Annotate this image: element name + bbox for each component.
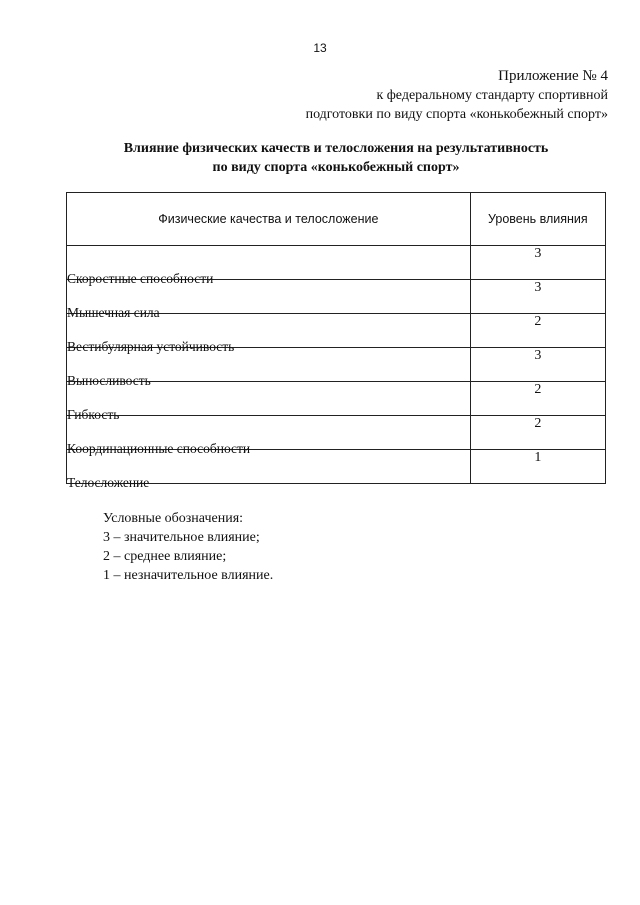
level-cell: 3 [470,246,605,280]
quality-cell [67,246,471,286]
quality-label: Вестибулярная устойчивость [67,339,235,354]
table-row [67,416,606,450]
quality-label: Скоростные способности [67,271,214,286]
level-cell: 1 [470,450,605,484]
header-quality: Физические качества и телосложение [67,193,471,246]
quality-cell [67,382,471,422]
legend-item: 2 – среднее влияние; [103,549,227,564]
level-cell: 2 [470,314,605,348]
document-title-line-2: по виду спорта «конькобежный спорт» [212,160,460,175]
quality-cell [67,314,471,354]
table-row [67,382,606,416]
appendix-block [306,67,608,124]
legend-item: 3 – значительное влияние; [103,530,260,545]
table-row [67,314,606,348]
appendix-line-1: к федеральному стандарту спортивной [376,88,608,103]
quality-label: Выносливость [67,373,151,388]
quality-cell [67,280,471,320]
header-level: Уровень влияния [470,193,605,246]
quality-label: Мышечная сила [67,305,160,320]
quality-cell [67,416,471,456]
quality-label: Телосложение [67,475,150,490]
quality-cell [67,450,471,490]
influence-table [66,192,606,490]
document-title-line-1: Влияние физических качеств и телосложения на результативность [123,141,549,156]
table-header-row [67,193,606,246]
appendix-title: Приложение № 4 [498,68,608,84]
level-cell: 2 [470,382,605,416]
table-row [67,450,606,484]
level-cell: 3 [470,348,605,382]
appendix-line-2: подготовки по виду спорта «конькобежный спорт» [305,107,608,122]
table-row [67,246,606,280]
legend-heading: Условные обозначения: [103,511,244,526]
table-row [67,348,606,382]
legend [103,509,273,585]
level-cell: 2 [470,416,605,450]
legend-item: 1 – незначительное влияние. [103,568,274,583]
page-number: 13 [313,41,327,55]
quality-cell [67,348,471,388]
quality-label: Координационные способности [67,441,251,456]
quality-label: Гибкость [67,407,120,422]
level-cell: 3 [470,280,605,314]
document-title [0,139,640,177]
table-row [67,280,606,314]
